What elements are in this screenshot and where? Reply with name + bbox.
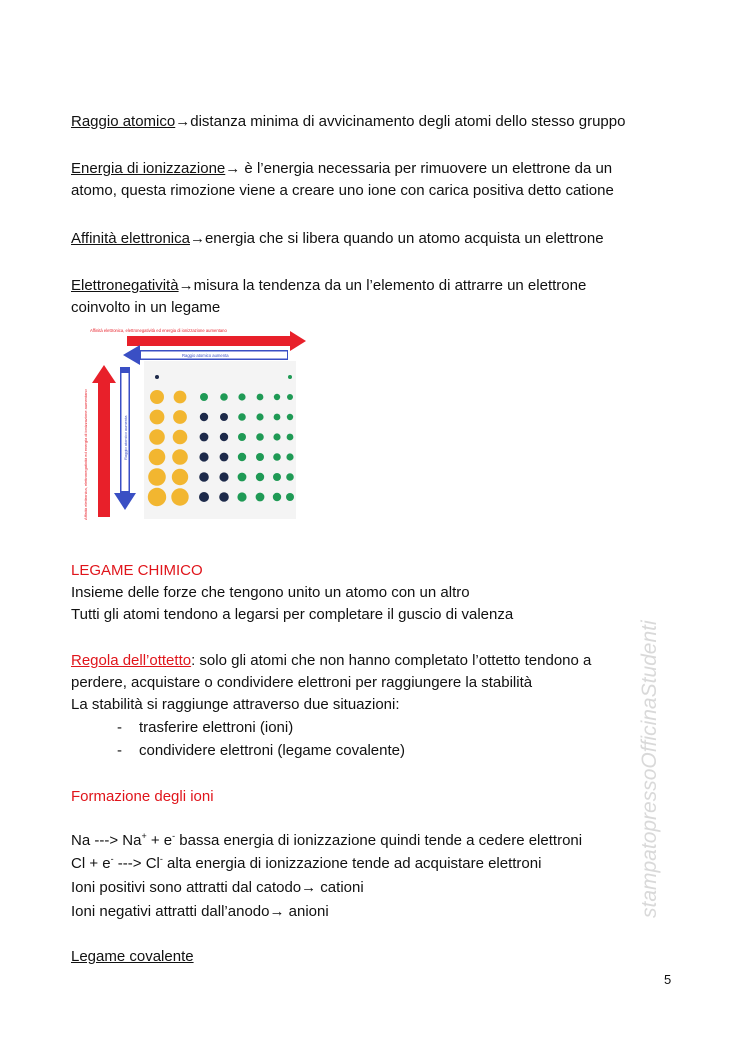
atom-sphere [256, 473, 264, 481]
atom-sphere [287, 414, 293, 420]
legame-line1: Insieme delle forze che tengono unito un atomo con un altro [71, 584, 470, 601]
ottetto-line2: perdere, acquistare o condividere elettroni per raggiungere la stabilità [71, 674, 533, 691]
arrow: → [178, 277, 194, 294]
ioni-negativi [71, 901, 329, 923]
atom-sphere [171, 488, 188, 505]
atom-sphere [238, 413, 246, 421]
ottetto-text: : solo gli atomi che non hanno completato l’ottetto tendono a [191, 652, 592, 669]
def-raggio [71, 111, 625, 133]
list-item-ioni: trasferire elettroni (ioni) [139, 719, 294, 736]
atom-sphere [173, 430, 188, 445]
term-elettroneg: Elettronegatività [71, 277, 179, 294]
legame-line2: Tutti gli atomi tendono a legarsi per completare il guscio di valenza [71, 606, 514, 623]
list-item-covalente: condividere elettroni (legame covalente) [139, 742, 405, 759]
atom-sphere [172, 449, 188, 465]
red-arrow-right [127, 331, 306, 351]
list-bullet: - [117, 719, 122, 736]
text: alta energia di ionizzazione tende ad acquistare elettroni [162, 855, 542, 872]
figure-mid-label: Raggio atomico aumenta [182, 353, 229, 358]
figure-left-label: Affinità elettronica, elettronegatività ed energia di ionizzazione aumentano [83, 389, 88, 520]
atom-sphere [238, 453, 246, 461]
atom-sphere [174, 391, 187, 404]
atom-sphere [148, 488, 166, 506]
def-text: è l’energia necessaria per rimuovere un elettrone da un [240, 160, 613, 177]
ioni-heading: Formazione degli ioni [71, 788, 214, 805]
def-elettroneg [71, 275, 586, 297]
list-bullet: - [117, 742, 122, 759]
atom-sphere [199, 452, 208, 461]
atom-sphere [220, 433, 228, 441]
covalente-heading: Legame covalente [71, 948, 194, 965]
atom-sphere [220, 453, 229, 462]
atom-sphere [256, 453, 264, 461]
atom-sphere [287, 394, 293, 400]
atom-sphere [220, 393, 228, 401]
atom-sphere [149, 449, 166, 466]
sup: - [172, 831, 176, 841]
text: Ioni positivi sono attratti dal catodo [71, 879, 302, 896]
atom-sphere [200, 413, 208, 421]
atom-sphere [257, 394, 264, 401]
red-arrow-up [92, 365, 116, 517]
sup: - [159, 854, 163, 864]
atom-sphere [286, 453, 293, 460]
atom-sphere [172, 469, 188, 485]
arrow: → [301, 879, 317, 896]
atom-sphere [238, 393, 245, 400]
text: Cl + e [71, 855, 111, 872]
periodic-trends-figure [82, 325, 310, 525]
atom-sphere [273, 433, 280, 440]
atom-sphere [238, 433, 246, 441]
page-number: 5 [664, 972, 672, 987]
def-energia-cont: atomo, questa rimozione viene a creare uno ione con carica positiva detto catione [71, 182, 614, 199]
figure-top-label: Affinità elettronica, elettronegatività ed energia di ionizzazione aumentano [90, 328, 227, 333]
legame-heading: LEGAME CHIMICO [71, 562, 203, 579]
atom-sphere [237, 492, 246, 501]
atom-sphere [148, 468, 166, 486]
atom-sphere [150, 410, 165, 425]
atom-sphere [273, 493, 281, 501]
atom-sphere [288, 375, 292, 379]
term-energia: Energia di ionizzazione [71, 160, 226, 177]
def-elettroneg-cont: coinvolto in un legame [71, 299, 221, 316]
atom-sphere [256, 433, 264, 441]
atom-sphere [238, 473, 247, 482]
text: ---> Cl [113, 855, 160, 872]
def-affinita [71, 228, 604, 250]
atom-sphere [273, 453, 281, 461]
atom-sphere [219, 492, 229, 502]
arrow: → [189, 230, 205, 247]
sup: + [141, 831, 147, 841]
text: + e [146, 832, 173, 849]
atom-sphere [287, 434, 294, 441]
atom-sphere [273, 473, 281, 481]
ottetto-term: Regola dell’ottetto [71, 652, 192, 669]
atom-sphere [173, 410, 187, 424]
arrow: → [269, 903, 285, 920]
atom-sphere [274, 394, 280, 400]
watermark-text: stampatopressoOfficinaStudenti [638, 620, 661, 918]
text: anioni [284, 903, 329, 920]
def-text: distanza minima di avvicinamento degli atomi dello stesso gruppo [190, 113, 626, 130]
sup: - [110, 854, 114, 864]
atom-sphere [256, 493, 265, 502]
ioni-positivi [71, 877, 364, 899]
ioni-cl [71, 853, 541, 875]
watermark [612, 540, 672, 920]
atom-sphere [274, 414, 281, 421]
atom-sphere [155, 375, 159, 379]
term-raggio: Raggio atomico [71, 113, 176, 130]
def-text: energia che si libera quando un atomo acquista un elettrone [204, 230, 604, 247]
atom-sphere [150, 390, 164, 404]
ottetto-line1 [71, 650, 591, 672]
text: bassa energia di ionizzazione quindi tende a cedere elettroni [175, 832, 583, 849]
arrow: → [225, 160, 241, 177]
figure-inner-label: Raggio atomico aumenta [123, 415, 128, 460]
text: Ioni negativi attratti dall’anodo [71, 903, 270, 920]
atom-sphere [256, 413, 263, 420]
text: cationi [316, 879, 364, 896]
ottetto-line3: La stabilità si raggiunge attraverso due situazioni: [71, 696, 400, 713]
atom-sphere [286, 473, 294, 481]
atom-sphere [286, 493, 294, 501]
def-text: misura la tendenza da un l’elemento di attrarre un elettrone [193, 277, 587, 294]
term-affinita: Affinità elettronica [71, 230, 190, 247]
text: Na ---> Na [71, 832, 142, 849]
def-energia [71, 158, 612, 180]
atom-sphere [149, 429, 165, 445]
ioni-na [71, 830, 582, 852]
arrow: → [175, 113, 191, 130]
atom-sphere [199, 472, 209, 482]
atom-sphere [219, 472, 228, 481]
atom-sphere [200, 433, 209, 442]
atom-sphere [200, 393, 208, 401]
atom-sphere [220, 413, 228, 421]
atom-sphere [199, 492, 209, 502]
